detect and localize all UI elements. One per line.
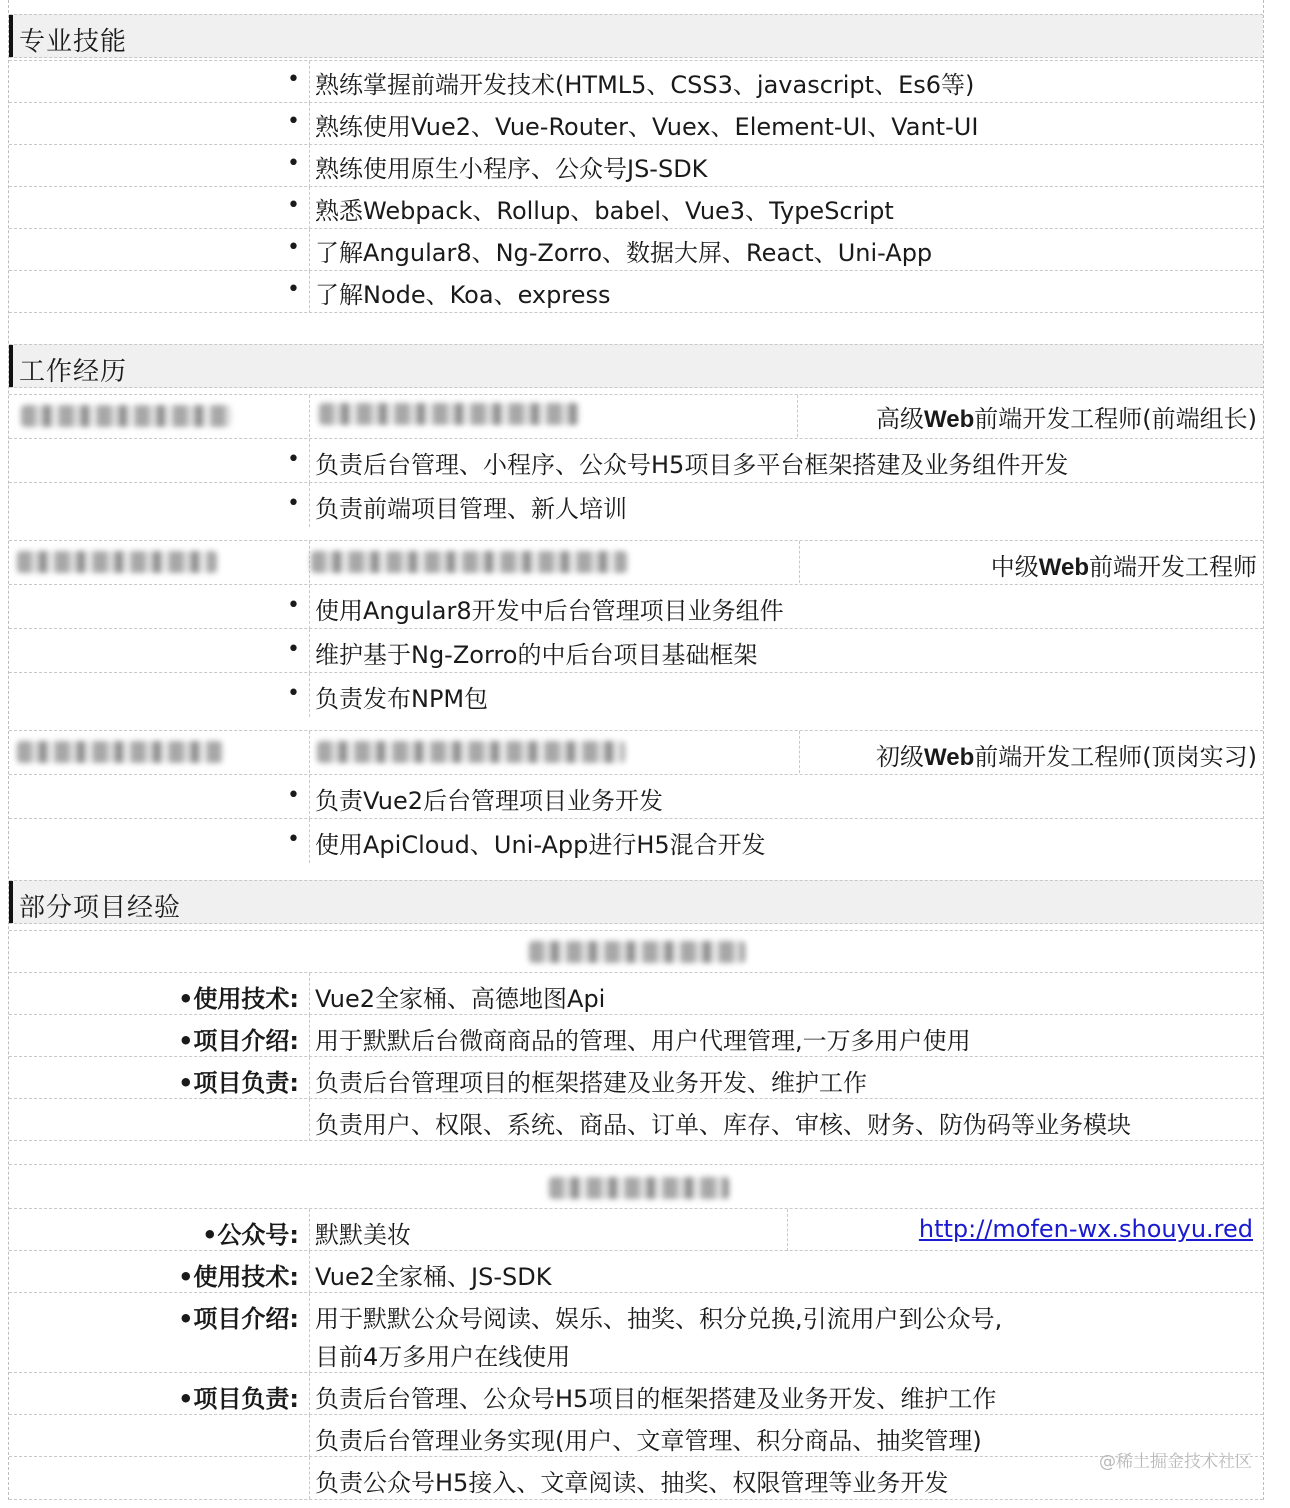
bullet-icon: • [287, 151, 300, 176]
project-url-link[interactable]: http://mofen-wx.shouyu.red [918, 1215, 1253, 1243]
list-item [9, 60, 1263, 103]
duty-text: 负责Vue2后台管理项目业务开发 [315, 787, 664, 815]
job-header-row [9, 730, 1263, 773]
redacted-company [311, 551, 627, 573]
duty-text: 负责前端项目管理、新人培训 [315, 495, 627, 523]
watermark: @稀土掘金技术社区 [1099, 1452, 1252, 1472]
project-title-row [9, 1164, 1263, 1209]
duty-text: 维护基于Ng-Zorro的中后台项目基础框架 [315, 641, 758, 669]
project-field-row [9, 1250, 1263, 1293]
project-field-row [9, 1372, 1263, 1415]
job-header-row [9, 394, 1263, 437]
bullet-icon: • [287, 637, 300, 662]
field-value: 负责后台管理项目的框架搭建及业务开发、维护工作 [315, 1069, 867, 1097]
field-value: 用于默默公众号阅读、娱乐、抽奖、积分兑换,引流用户到公众号, [315, 1305, 1003, 1333]
project-field-row [9, 1208, 1263, 1251]
list-item [9, 628, 1263, 673]
project-field-row [9, 1456, 1263, 1500]
field-value: 默默美妆 [315, 1221, 411, 1249]
field-label: •使用技术: [178, 985, 299, 1013]
list-item [9, 482, 1263, 527]
list-item [9, 186, 1263, 229]
list-item [9, 102, 1263, 145]
skill-text: 了解Angular8、Ng-Zorro、数据大屏、React、Uni-App [315, 239, 933, 267]
redacted-project-name [529, 941, 745, 963]
skill-text: 熟练使用Vue2、Vue-Router、Vuex、Element-UI、Vant-UI [315, 113, 979, 141]
section-header-work [9, 344, 1263, 388]
project-field-row [9, 972, 1263, 1015]
bullet-icon: • [287, 593, 300, 618]
section-header-projects [9, 880, 1263, 924]
project-title-row [9, 930, 1263, 973]
bullet-icon: • [287, 491, 300, 516]
list-item [9, 672, 1263, 717]
field-label: •项目负责: [178, 1069, 299, 1097]
field-value: 用于默默后台微商商品的管理、用户代理管理,一万多用户使用 [315, 1027, 971, 1055]
field-label: •项目介绍: [178, 1305, 299, 1333]
field-label: •公众号: [202, 1221, 299, 1249]
bullet-icon: • [287, 109, 300, 134]
project-field-row [9, 1414, 1263, 1457]
duty-text: 使用Angular8开发中后台管理项目业务组件 [315, 597, 784, 625]
section-title: 专业技能 [19, 27, 128, 57]
bullet-icon: • [287, 827, 300, 852]
resume-page [8, 0, 1264, 1500]
project-field-row [9, 1056, 1263, 1099]
bullet-icon: • [287, 235, 300, 260]
list-item [9, 270, 1263, 313]
skill-text: 了解Node、Koa、express [315, 281, 611, 309]
job-title: 高级Web前端开发工程师(前端组长) [876, 405, 1257, 433]
field-value: 目前4万多用户在线使用 [315, 1343, 571, 1371]
job-title: 中级Web前端开发工程师 [990, 553, 1257, 581]
bullet-icon: • [287, 681, 300, 706]
project-field-row [9, 1292, 1263, 1373]
bullet-icon: • [287, 193, 300, 218]
list-item [9, 228, 1263, 271]
job-title: 初级Web前端开发工程师(顶岗实习) [876, 743, 1257, 771]
section-title: 工作经历 [19, 357, 128, 387]
redacted-project-name [549, 1177, 729, 1199]
list-item [9, 584, 1263, 629]
list-item [9, 438, 1263, 483]
redacted-date [17, 741, 223, 763]
field-label: •使用技术: [178, 1263, 299, 1291]
bullet-icon: • [287, 277, 300, 302]
field-value: Vue2全家桶、JS-SDK [315, 1263, 552, 1291]
redacted-date [21, 405, 231, 427]
redacted-company [319, 403, 579, 425]
bullet-icon: • [287, 783, 300, 808]
field-label: •项目介绍: [178, 1027, 299, 1055]
list-item [9, 774, 1263, 819]
skill-text: 熟练使用原生小程序、公众号JS-SDK [315, 155, 708, 183]
field-value: 负责后台管理、公众号H5项目的框架搭建及业务开发、维护工作 [315, 1385, 997, 1413]
duty-text: 负责发布NPM包 [315, 685, 489, 713]
field-value: Vue2全家桶、高德地图Api [315, 985, 606, 1013]
duty-text: 负责后台管理、小程序、公众号H5项目多平台框架搭建及业务组件开发 [315, 451, 1069, 479]
project-field-row [9, 1098, 1263, 1141]
bullet-icon: • [287, 447, 300, 472]
field-value: 负责后台管理业务实现(用户、文章管理、积分商品、抽奖管理) [315, 1427, 982, 1455]
field-value: 负责公众号H5接入、文章阅读、抽奖、权限管理等业务开发 [315, 1469, 949, 1497]
duty-text: 使用ApiCloud、Uni-App进行H5混合开发 [315, 831, 766, 859]
list-item [9, 818, 1263, 863]
redacted-date [17, 551, 217, 573]
skill-text: 熟悉Webpack、Rollup、babel、Vue3、TypeScript [315, 197, 894, 225]
redacted-company [317, 741, 625, 763]
bullet-icon: • [287, 67, 300, 92]
field-value: 负责用户、权限、系统、商品、订单、库存、审核、财务、防伪码等业务模块 [315, 1111, 1131, 1139]
project-field-row [9, 1014, 1263, 1057]
skill-text: 熟练掌握前端开发技术(HTML5、CSS3、javascript、Es6等) [315, 71, 975, 99]
field-label: •项目负责: [178, 1385, 299, 1413]
job-header-row [9, 540, 1263, 583]
section-header-skills [9, 14, 1263, 58]
list-item [9, 144, 1263, 187]
section-title: 部分项目经验 [19, 893, 182, 923]
